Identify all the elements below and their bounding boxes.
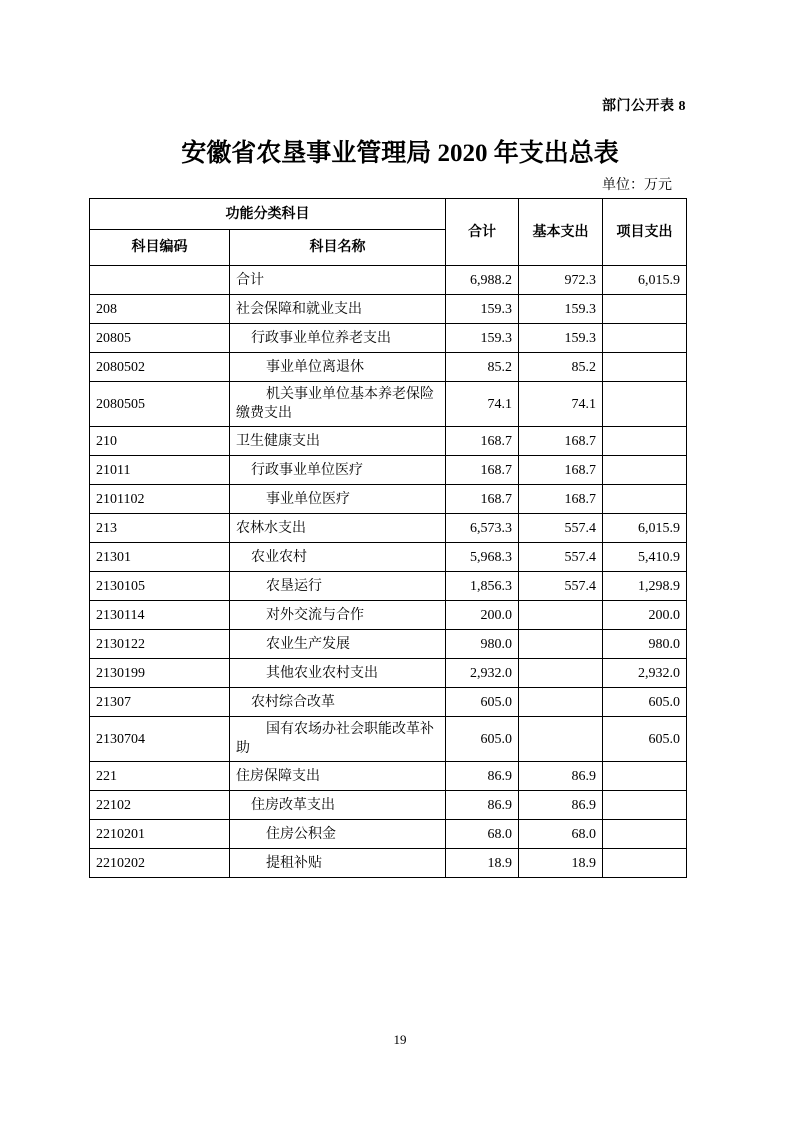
project-expenditure-cell: 200.0 [603,601,687,630]
table-row [90,266,687,295]
project-expenditure-cell: 605.0 [603,717,687,762]
table-row [90,601,687,630]
project-expenditure-cell [603,820,687,849]
table-row [90,688,687,717]
project-expenditure-cell [603,382,687,427]
doc-public-table-label: 部门公开表 8 [602,99,686,114]
table-row [90,717,687,762]
basic-expenditure-cell: 159.3 [519,324,603,353]
subject-name-cell: 事业单位医疗 [230,485,446,514]
total-cell: 159.3 [446,295,519,324]
basic-expenditure-cell: 68.0 [519,820,603,849]
project-expenditure-cell: 980.0 [603,630,687,659]
total-cell: 86.9 [446,791,519,820]
subject-code-cell [90,266,230,295]
subject-name-cell: 事业单位离退休 [230,353,446,382]
subject-name-cell: 行政事业单位医疗 [230,456,446,485]
basic-expenditure-cell [519,601,603,630]
subject-code-cell: 2130105 [90,572,230,601]
total-cell: 980.0 [446,630,519,659]
project-expenditure-cell [603,353,687,382]
project-expenditure-cell: 6,015.9 [603,266,687,295]
total-cell: 86.9 [446,762,519,791]
total-cell: 6,573.3 [446,514,519,543]
total-cell: 168.7 [446,427,519,456]
subject-name-cell: 提租补贴 [230,849,446,878]
basic-expenditure-cell [519,630,603,659]
subject-code-cell: 2101102 [90,485,230,514]
unit-label: 单位：万元 [602,178,672,193]
basic-expenditure-cell: 557.4 [519,543,603,572]
basic-expenditure-cell: 74.1 [519,382,603,427]
basic-expenditure-cell: 159.3 [519,295,603,324]
table-row [90,630,687,659]
project-expenditure-cell [603,849,687,878]
table-row [90,514,687,543]
basic-expenditure-cell [519,717,603,762]
total-cell: 159.3 [446,324,519,353]
project-expenditure-cell [603,791,687,820]
subject-name-cell: 住房改革支出 [230,791,446,820]
subject-code-cell: 2210201 [90,820,230,849]
total-cell: 168.7 [446,485,519,514]
subject-code-cell: 20805 [90,324,230,353]
basic-expenditure-cell: 18.9 [519,849,603,878]
subject-name-cell: 社会保障和就业支出 [230,295,446,324]
basic-expenditure-cell: 557.4 [519,572,603,601]
table-row [90,543,687,572]
basic-expenditure-cell: 86.9 [519,762,603,791]
total-cell: 68.0 [446,820,519,849]
project-expenditure-cell: 605.0 [603,688,687,717]
table-row [90,324,687,353]
basic-expenditure-cell: 86.9 [519,791,603,820]
header-subject-code: 科目编码 [90,230,230,266]
project-expenditure-cell: 5,410.9 [603,543,687,572]
table-row [90,820,687,849]
subject-code-cell: 221 [90,762,230,791]
total-cell: 85.2 [446,353,519,382]
basic-expenditure-cell: 85.2 [519,353,603,382]
subject-name-cell: 行政事业单位养老支出 [230,324,446,353]
table-row [90,353,687,382]
total-cell: 168.7 [446,456,519,485]
table-row [90,456,687,485]
subject-code-cell: 2130122 [90,630,230,659]
basic-expenditure-cell: 168.7 [519,485,603,514]
total-cell: 605.0 [446,717,519,762]
page-number: 19 [393,1032,407,1047]
basic-expenditure-cell: 972.3 [519,266,603,295]
project-expenditure-cell [603,456,687,485]
header-subject-name: 科目名称 [230,230,446,266]
subject-name-cell: 农垦运行 [230,572,446,601]
project-expenditure-cell: 2,932.0 [603,659,687,688]
subject-code-cell: 21307 [90,688,230,717]
table-row [90,849,687,878]
header-functional-category: 功能分类科目 [90,199,446,230]
total-cell: 200.0 [446,601,519,630]
header-basic-expenditure: 基本支出 [519,199,603,266]
subject-code-cell: 208 [90,295,230,324]
basic-expenditure-cell: 168.7 [519,456,603,485]
basic-expenditure-cell: 168.7 [519,427,603,456]
expenditure-table [89,198,687,878]
total-cell: 1,856.3 [446,572,519,601]
subject-name-cell: 机关事业单位基本养老保险缴费支出 [230,382,446,427]
subject-code-cell: 2210202 [90,849,230,878]
table-row [90,659,687,688]
total-cell: 5,968.3 [446,543,519,572]
header-total: 合计 [446,199,519,266]
total-cell: 2,932.0 [446,659,519,688]
project-expenditure-cell: 1,298.9 [603,572,687,601]
subject-code-cell: 21301 [90,543,230,572]
subject-code-cell: 2080502 [90,353,230,382]
subject-name-cell: 农村综合改革 [230,688,446,717]
subject-code-cell: 2130199 [90,659,230,688]
subject-code-cell: 2080505 [90,382,230,427]
project-expenditure-cell [603,762,687,791]
subject-code-cell: 2130114 [90,601,230,630]
project-expenditure-cell [603,324,687,353]
subject-code-cell: 21011 [90,456,230,485]
table-row [90,382,687,427]
subject-name-cell: 对外交流与合作 [230,601,446,630]
subject-name-cell: 住房保障支出 [230,762,446,791]
subject-code-cell: 210 [90,427,230,456]
basic-expenditure-cell: 557.4 [519,514,603,543]
subject-name-cell: 其他农业农村支出 [230,659,446,688]
subject-name-cell: 农业农村 [230,543,446,572]
total-cell: 605.0 [446,688,519,717]
total-cell: 74.1 [446,382,519,427]
table-row [90,572,687,601]
subject-code-cell: 213 [90,514,230,543]
subject-code-cell: 2130704 [90,717,230,762]
document-title: 安徽省农垦事业管理局 2020 年支出总表 [181,140,619,167]
basic-expenditure-cell [519,659,603,688]
subject-code-cell: 22102 [90,791,230,820]
project-expenditure-cell [603,295,687,324]
table-body [90,266,687,878]
project-expenditure-cell [603,485,687,514]
total-cell: 18.9 [446,849,519,878]
table-row [90,485,687,514]
subject-name-cell: 国有农场办社会职能改革补助 [230,717,446,762]
subject-name-cell: 合计 [230,266,446,295]
subject-name-cell: 卫生健康支出 [230,427,446,456]
project-expenditure-cell: 6,015.9 [603,514,687,543]
subject-name-cell: 农林水支出 [230,514,446,543]
total-cell: 6,988.2 [446,266,519,295]
basic-expenditure-cell [519,688,603,717]
expenditure-table-container [89,198,687,878]
table-row [90,791,687,820]
subject-name-cell: 住房公积金 [230,820,446,849]
table-row [90,295,687,324]
subject-name-cell: 农业生产发展 [230,630,446,659]
table-row [90,762,687,791]
table-row [90,427,687,456]
header-project-expenditure: 项目支出 [603,199,687,266]
project-expenditure-cell [603,427,687,456]
